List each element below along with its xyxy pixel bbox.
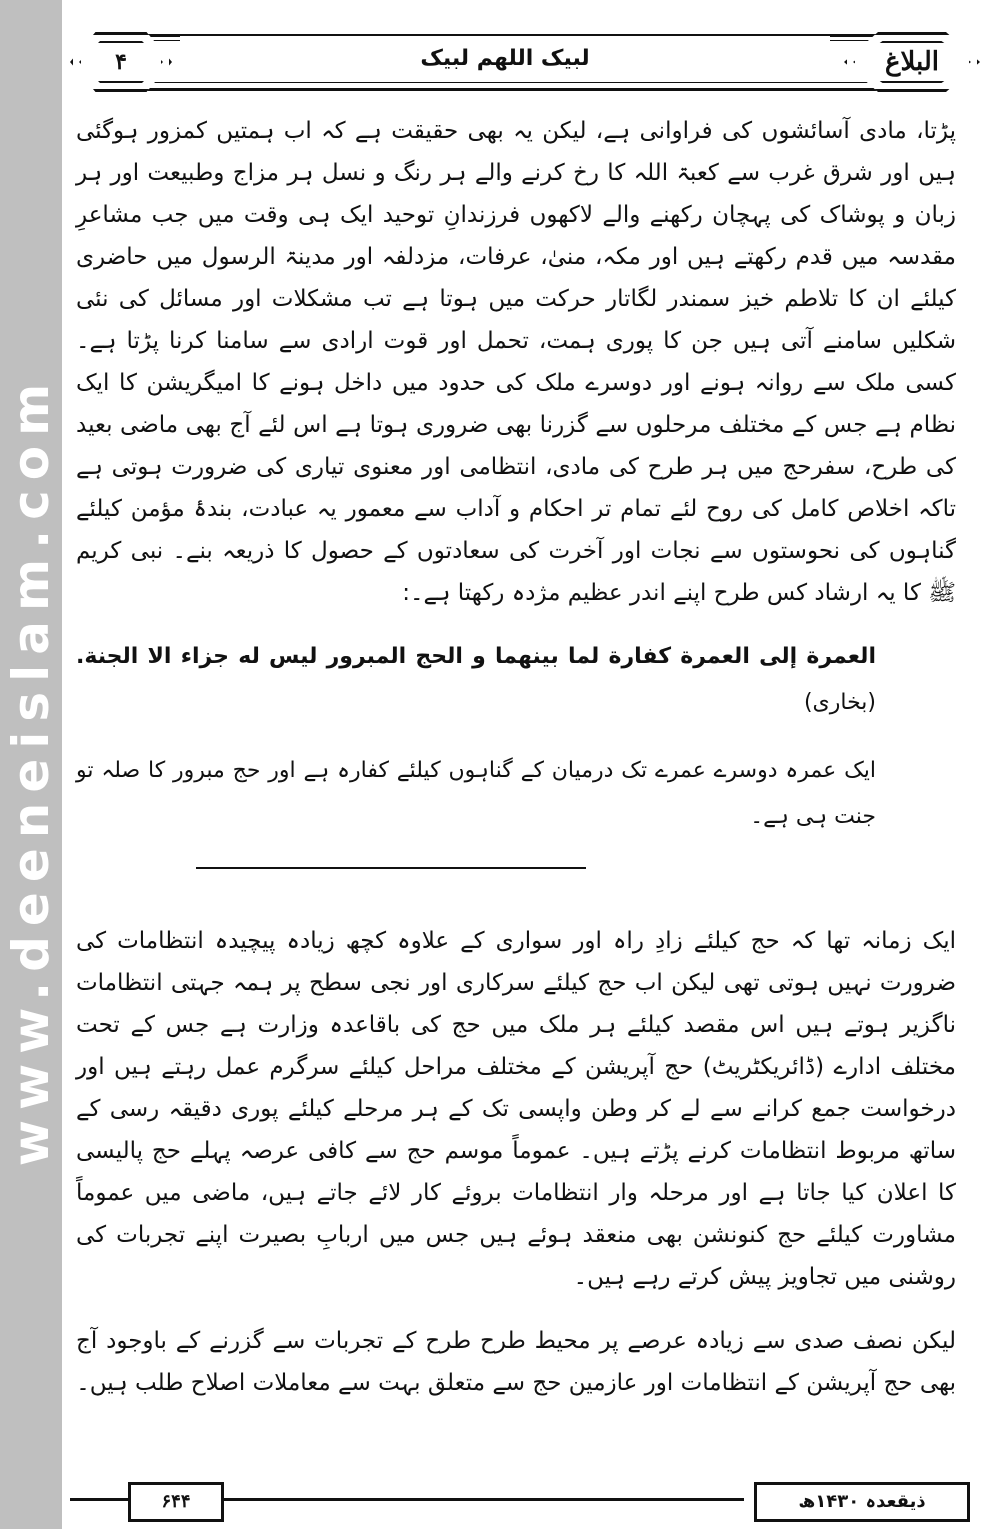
page-number: ۴ xyxy=(115,49,127,75)
page-footer xyxy=(70,1480,980,1520)
translation-text: ایک عمرہ دوسرے عمرے تک درمیان کے گناہوں کیلئے کفارہ ہے اور حج مبرور کا صلہ تو جنت ہی ہے۔ xyxy=(76,758,876,829)
separator-line xyxy=(196,867,586,869)
paragraph: ایک زمانہ تھا کہ حج کیلئے زادِ راہ اور سواری کے علاوہ کچھ زیادہ پیچیدہ انتظامات کی ضرورت نہیں ہوتی تھی لیکن اب حج کیلئے سرکاری اور نجی سطح پر ہمہ جہتی انتظامات ناگزیر ہوتے ہیں اس مقصد کیلئے ہر ملک میں حج کی باقاعدہ وزارت ہے جس کے تحت مختلف ادارے (ڈائریکٹریٹ) حج آپریشن کے مختلف مراحل کیلئے سرگرم عمل رہتے ہیں اور درخواست جمع کرانے سے لے کر وطن واپسی تک کے ہر مرحلے کیلئے پوری دقیقہ رسی کے ساتھ مربوط انتظامات کرنے پڑتے ہیں۔ عموماً موسم حج سے کافی عرصہ پہلے حج پالیسی کا اعلان کیا جاتا ہے اور مرحلہ وار انتظامات بروئے کار لائے جاتے ہیں، ماضی میں عموماً مشاورت کیلئے حج کنونشن بھی منعقد ہوئے ہیں جس میں اربابِ بصیرت اپنے تجربات کی روشنی میں تجاویز پیش کرتے رہے ہیں۔ xyxy=(76,928,956,1290)
footer-issue-date: ذیقعدہ ۱۴۳۰ھ xyxy=(754,1482,970,1522)
sidebar-watermark-strip xyxy=(0,0,62,1529)
page-header xyxy=(70,8,980,103)
hadith-arabic-text: العمرة إلى العمرة كفارة لما بينهما و الحج المبرور ليس له جزاء الا الجنة. xyxy=(76,644,876,669)
paragraph: پڑتا، مادی آسائشوں کی فراوانی ہے، لیکن یہ بھی حقیقت ہے کہ اب ہمتیں کمزور ہوگئی ہیں اور شرق غرب سے کعبۃ اللہ کا رخ کرنے والے ہر رنگ و نسل ہر مزاج وطبیعت اور ہر زبان و پوشاک کی پہچان رکھنے والے لاکھوں فرزندانِ توحید ایک ہی وقت میں جب مشاعرِ مقدسہ میں قدم رکھتے ہیں اور مکہ، منیٰ، عرفات، مزدلفہ اور مدینۃ الرسول میں حاضری کیلئے ان کا تلاطم خیز سمندر لگاتار حرکت میں ہوتا ہے تب مشکلات اور مسائل کی نئی شکلیں سامنے آتی ہیں جن کا پوری ہمت، تحمل اور قوت ارادی سے سامنا کرنا پڑتا ہے۔ کسی ملک سے روانہ ہونے اور دوسرے ملک کی حدود میں داخل ہونے کا امیگریشن کا ایک نظام ہے جس کے مختلف مرحلوں سے گزرنا بھی ضروری ہوتا ہے اس لئے آج بھی ماضی بعید کی طرح، سفرحج میں ہر طرح کی مادی، انتظامی اور معنوی تیاری کی ضرورت ہوتی ہے تاکہ اخلاص کامل کی روح لئے تمام تر احکام و آداب سے معمور یہ عبادت، بندۂ مؤمن کیلئے گناہوں کی نحوستوں سے نجات اور آخرت کی سعادتوں کے حصول کا ذریعہ بنے۔ نبی کریم ﷺ کا یہ ارشاد کس طرح اپنے اندر عظیم مژدہ رکھتا ہے۔: xyxy=(76,118,956,606)
footer-rule xyxy=(224,1498,744,1501)
header-rule xyxy=(140,88,880,91)
watermark-text: www.deeneislam.com xyxy=(2,373,60,1167)
hadith-source: (بخاری) xyxy=(803,690,876,715)
footer-page-number: ۶۴۴ xyxy=(128,1482,224,1522)
page-title: لبیک اللھم لبیک xyxy=(180,36,830,82)
article-body xyxy=(76,110,956,1404)
magazine-logo: البلاغ xyxy=(884,47,940,77)
hadith-quote xyxy=(76,634,956,726)
paragraph: لیکن نصف صدی سے زیادہ عرصے پر محیط طرح طرح کے تجربات سے گزرنے کے باوجود آج بھی حج آپریشن کے انتظامات اور عازمین حج سے متعلق بہت سے معاملات اصلاح طلب ہیں۔ xyxy=(76,1328,956,1396)
hadith-translation xyxy=(76,748,956,886)
header-rule xyxy=(140,82,880,83)
footer-rule xyxy=(70,1498,128,1501)
